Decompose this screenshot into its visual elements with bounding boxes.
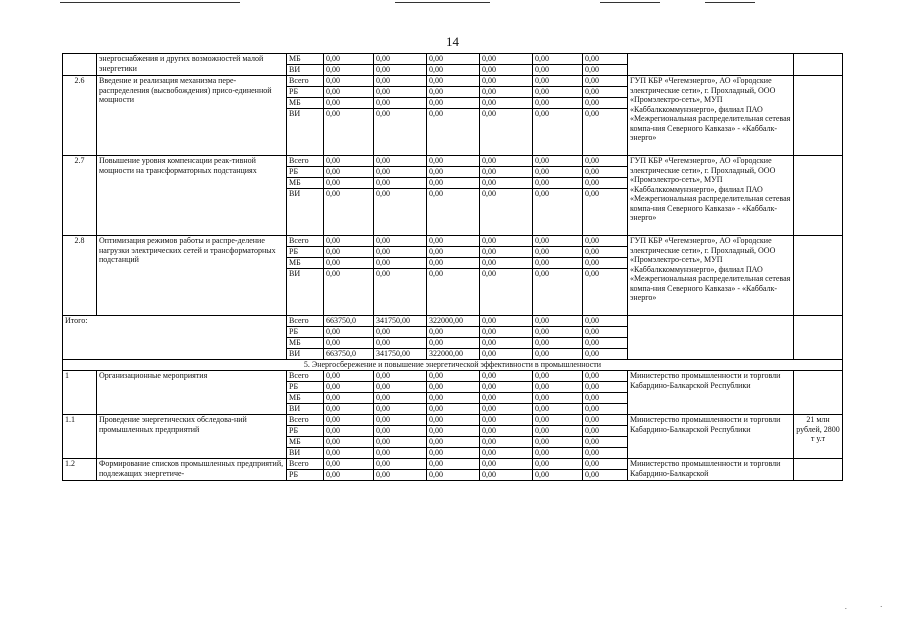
value-cell: 0,00	[324, 459, 374, 470]
table-body	[63, 54, 843, 481]
value-cell: 0,00	[480, 109, 533, 156]
value-cell: 0,00	[324, 98, 374, 109]
value-cell: 0,00	[583, 426, 628, 437]
source-cell: Всего	[287, 236, 324, 247]
value-cell: 0,00	[533, 415, 583, 426]
source-cell: ВИ	[287, 448, 324, 459]
value-cell: 0,00	[583, 189, 628, 236]
value-cell: 0,00	[374, 167, 427, 178]
value-cell: 0,00	[324, 189, 374, 236]
value-cell: 0,00	[533, 327, 583, 338]
value-cell: 0,00	[533, 269, 583, 316]
value-cell: 0,00	[480, 236, 533, 247]
source-cell: РБ	[287, 470, 324, 481]
value-cell: 0,00	[427, 459, 480, 470]
value-cell: 0,00	[324, 426, 374, 437]
value-cell: 0,00	[427, 393, 480, 404]
value-cell: 0,00	[533, 247, 583, 258]
value-cell: 0,00	[427, 98, 480, 109]
item-name: энергоснабжения и других возможностей малой энергетики	[97, 54, 287, 76]
value-cell: 0,00	[374, 156, 427, 167]
source-cell: Всего	[287, 371, 324, 382]
table-row	[63, 54, 843, 65]
totals-label: Итого:	[63, 316, 287, 360]
executor-cell: ГУП КБР «Чегемэнерго», АО «Городские электрические сети», г. Прохладный, ООО «Промэлектро-сеть», МУП «Каббалккоммунэнерго», филиал ПАО «Межрегиональная распределительная сетевая компа-ния Северного Кавказа» - «Каббалк-энерго»	[628, 76, 794, 156]
source-cell: МБ	[287, 393, 324, 404]
indicator-cell	[794, 156, 843, 236]
value-cell: 0,00	[533, 316, 583, 327]
value-cell: 0,00	[324, 470, 374, 481]
value-cell: 0,00	[480, 269, 533, 316]
value-cell: 0,00	[533, 426, 583, 437]
value-cell: 0,00	[427, 382, 480, 393]
value-cell: 0,00	[480, 448, 533, 459]
value-cell: 0,00	[374, 236, 427, 247]
executor-cell: ГУП КБР «Чегемэнерго», АО «Городские электрические сети», г. Прохладный, ООО «Промэлектро-сеть», МУП «Каббалккоммунэнерго», филиал ПАО «Межрегиональная распределительная сетевая компа-ния Северного Кавказа» - «Каббалк-энерго»	[628, 156, 794, 236]
value-cell: 0,00	[374, 426, 427, 437]
indicator-cell	[794, 54, 843, 76]
value-cell: 0,00	[324, 404, 374, 415]
value-cell: 0,00	[324, 76, 374, 87]
indicator-cell	[794, 316, 843, 360]
value-cell: 0,00	[533, 349, 583, 360]
value-cell: 0,00	[583, 382, 628, 393]
value-cell: 0,00	[533, 404, 583, 415]
value-cell: 0,00	[583, 437, 628, 448]
executor-cell: Министерство промышленности и торговли Кабардино-Балкарской Республики	[628, 371, 794, 415]
value-cell: 0,00	[427, 178, 480, 189]
value-cell: 0,00	[480, 426, 533, 437]
value-cell: 0,00	[583, 236, 628, 247]
value-cell: 0,00	[427, 109, 480, 156]
value-cell: 0,00	[374, 258, 427, 269]
section-title: 5. Энергосбережение и повышение энергетической эффективности в промышленности	[63, 360, 843, 371]
value-cell: 0,00	[374, 65, 427, 76]
source-cell: Всего	[287, 415, 324, 426]
value-cell: 0,00	[374, 269, 427, 316]
executor-cell	[628, 316, 794, 360]
value-cell: 0,00	[480, 404, 533, 415]
value-cell: 0,00	[480, 437, 533, 448]
value-cell: 0,00	[533, 167, 583, 178]
source-cell: РБ	[287, 382, 324, 393]
value-cell: 0,00	[480, 316, 533, 327]
value-cell: 0,00	[374, 448, 427, 459]
value-cell: 0,00	[374, 371, 427, 382]
value-cell: 0,00	[427, 426, 480, 437]
value-cell: 0,00	[583, 459, 628, 470]
value-cell: 0,00	[427, 415, 480, 426]
value-cell: 0,00	[533, 156, 583, 167]
value-cell: 0,00	[374, 393, 427, 404]
value-cell: 0,00	[480, 371, 533, 382]
corner-mark: ·	[880, 603, 883, 611]
header-rule	[395, 2, 490, 3]
value-cell: 322000,00	[427, 349, 480, 360]
value-cell: 0,00	[324, 338, 374, 349]
value-cell: 0,00	[427, 470, 480, 481]
value-cell: 0,00	[324, 65, 374, 76]
table-row	[63, 76, 843, 87]
value-cell: 0,00	[480, 470, 533, 481]
item-number: 1	[63, 371, 97, 415]
value-cell: 0,00	[374, 437, 427, 448]
value-cell: 0,00	[583, 327, 628, 338]
value-cell: 0,00	[480, 76, 533, 87]
executor-cell: ГУП КБР «Чегемэнерго», АО «Городские электрические сети», г. Прохладный, ООО «Промэлектро-сеть», МУП «Каббалккоммунэнерго», филиал ПАО «Межрегиональная распределительная сетевая компа-ния Северного Кавказа» - «Каббалк-энерго»	[628, 236, 794, 316]
value-cell: 0,00	[324, 393, 374, 404]
value-cell: 0,00	[374, 54, 427, 65]
value-cell: 0,00	[583, 178, 628, 189]
value-cell: 341750,00	[374, 349, 427, 360]
value-cell: 0,00	[583, 247, 628, 258]
value-cell: 0,00	[324, 167, 374, 178]
value-cell: 0,00	[583, 156, 628, 167]
value-cell: 0,00	[324, 258, 374, 269]
value-cell: 322000,00	[427, 316, 480, 327]
value-cell: 0,00	[374, 404, 427, 415]
value-cell: 0,00	[324, 109, 374, 156]
value-cell: 0,00	[324, 178, 374, 189]
value-cell: 0,00	[533, 371, 583, 382]
item-name: Введение и реализация механизма пере-распределения (высвобождения) присо-единенной мощности	[97, 76, 287, 156]
source-cell: МБ	[287, 437, 324, 448]
value-cell: 0,00	[583, 415, 628, 426]
value-cell: 0,00	[374, 109, 427, 156]
value-cell: 0,00	[374, 459, 427, 470]
page-number: 14	[446, 34, 459, 49]
table-row	[63, 459, 843, 470]
value-cell: 0,00	[583, 258, 628, 269]
value-cell: 0,00	[583, 371, 628, 382]
value-cell: 0,00	[480, 258, 533, 269]
value-cell: 0,00	[427, 327, 480, 338]
value-cell: 663750,0	[324, 349, 374, 360]
source-cell: ВИ	[287, 189, 324, 236]
source-cell: РБ	[287, 87, 324, 98]
value-cell: 0,00	[427, 54, 480, 65]
value-cell: 0,00	[480, 393, 533, 404]
value-cell: 0,00	[427, 338, 480, 349]
value-cell: 0,00	[374, 76, 427, 87]
value-cell: 0,00	[583, 316, 628, 327]
value-cell: 341750,00	[374, 316, 427, 327]
item-name: Организационные мероприятия	[97, 371, 287, 415]
value-cell: 0,00	[583, 54, 628, 65]
value-cell: 0,00	[427, 404, 480, 415]
value-cell: 0,00	[480, 247, 533, 258]
value-cell: 0,00	[533, 393, 583, 404]
source-cell: МБ	[287, 178, 324, 189]
value-cell: 0,00	[374, 178, 427, 189]
source-cell: ВИ	[287, 269, 324, 316]
value-cell: 0,00	[427, 371, 480, 382]
value-cell: 0,00	[427, 247, 480, 258]
value-cell: 0,00	[533, 76, 583, 87]
indicator-cell: 21 млн рублей, 2800 т у.т	[794, 415, 843, 459]
value-cell: 0,00	[324, 269, 374, 316]
source-cell: МБ	[287, 338, 324, 349]
value-cell: 0,00	[583, 448, 628, 459]
value-cell: 0,00	[324, 437, 374, 448]
value-cell: 0,00	[583, 87, 628, 98]
value-cell: 0,00	[324, 415, 374, 426]
budget-table	[62, 53, 843, 481]
source-cell: РБ	[287, 247, 324, 258]
value-cell: 0,00	[324, 382, 374, 393]
value-cell: 0,00	[533, 98, 583, 109]
executor-cell	[628, 54, 794, 76]
table-row	[63, 371, 843, 382]
item-name: Оптимизация режимов работы и распре-деление нагрузки электрических сетей и трансформаторных подстанций	[97, 236, 287, 316]
value-cell: 0,00	[427, 76, 480, 87]
indicator-cell	[794, 76, 843, 156]
value-cell: 0,00	[533, 470, 583, 481]
source-cell: ВИ	[287, 109, 324, 156]
executor-cell: Министерство промышленности и торговли Кабардино-Балкарской	[628, 459, 794, 481]
value-cell: 0,00	[374, 415, 427, 426]
value-cell: 0,00	[427, 65, 480, 76]
value-cell: 0,00	[583, 98, 628, 109]
source-cell: РБ	[287, 327, 324, 338]
value-cell: 0,00	[533, 448, 583, 459]
value-cell: 0,00	[583, 167, 628, 178]
item-number: 2.6	[63, 76, 97, 156]
value-cell: 0,00	[583, 404, 628, 415]
value-cell: 0,00	[374, 382, 427, 393]
value-cell: 0,00	[533, 338, 583, 349]
value-cell: 0,00	[374, 87, 427, 98]
value-cell: 0,00	[374, 470, 427, 481]
value-cell: 0,00	[324, 448, 374, 459]
value-cell: 0,00	[480, 349, 533, 360]
value-cell: 0,00	[533, 65, 583, 76]
value-cell: 0,00	[324, 54, 374, 65]
value-cell: 0,00	[480, 156, 533, 167]
value-cell: 0,00	[583, 470, 628, 481]
value-cell: 0,00	[583, 393, 628, 404]
value-cell: 0,00	[374, 98, 427, 109]
value-cell: 0,00	[533, 258, 583, 269]
value-cell: 0,00	[480, 415, 533, 426]
table-row	[63, 236, 843, 247]
value-cell: 0,00	[480, 338, 533, 349]
value-cell: 0,00	[427, 167, 480, 178]
source-cell: МБ	[287, 98, 324, 109]
header-rule	[705, 2, 755, 3]
source-cell: Всего	[287, 459, 324, 470]
item-name: Формирование списков промышленных предприятий, подлежащих энергетиче-	[97, 459, 287, 481]
table-row	[63, 156, 843, 167]
source-cell: ВИ	[287, 65, 324, 76]
value-cell: 0,00	[480, 178, 533, 189]
source-cell: Всего	[287, 76, 324, 87]
source-cell: РБ	[287, 426, 324, 437]
value-cell: 0,00	[427, 87, 480, 98]
section-header-row	[63, 360, 843, 371]
value-cell: 0,00	[533, 178, 583, 189]
value-cell: 0,00	[427, 448, 480, 459]
table-row	[63, 316, 843, 327]
item-number: 2.8	[63, 236, 97, 316]
value-cell: 0,00	[480, 98, 533, 109]
value-cell: 0,00	[583, 76, 628, 87]
value-cell: 0,00	[533, 87, 583, 98]
value-cell: 0,00	[324, 156, 374, 167]
value-cell: 0,00	[533, 54, 583, 65]
value-cell: 0,00	[374, 247, 427, 258]
value-cell: 0,00	[533, 382, 583, 393]
item-number: 1.2	[63, 459, 97, 481]
table-row	[63, 415, 843, 426]
value-cell: 0,00	[427, 437, 480, 448]
value-cell: 0,00	[533, 437, 583, 448]
header-rule	[60, 2, 240, 3]
item-number	[63, 54, 97, 76]
indicator-cell	[794, 236, 843, 316]
value-cell: 0,00	[324, 247, 374, 258]
value-cell: 0,00	[374, 327, 427, 338]
value-cell: 0,00	[480, 327, 533, 338]
value-cell: 0,00	[533, 109, 583, 156]
value-cell: 0,00	[374, 189, 427, 236]
source-cell: МБ	[287, 258, 324, 269]
source-cell: МБ	[287, 54, 324, 65]
value-cell: 0,00	[480, 382, 533, 393]
value-cell: 0,00	[324, 327, 374, 338]
value-cell: 0,00	[480, 459, 533, 470]
value-cell: 0,00	[533, 459, 583, 470]
value-cell: 0,00	[480, 65, 533, 76]
source-cell: ВИ	[287, 404, 324, 415]
value-cell: 0,00	[374, 338, 427, 349]
value-cell: 0,00	[427, 236, 480, 247]
executor-cell: Министерство промышленности и торговли Кабардино-Балкарской Республики	[628, 415, 794, 459]
value-cell: 0,00	[324, 371, 374, 382]
item-number: 1.1	[63, 415, 97, 459]
value-cell: 0,00	[533, 189, 583, 236]
value-cell: 0,00	[480, 189, 533, 236]
value-cell: 0,00	[583, 109, 628, 156]
value-cell: 0,00	[427, 269, 480, 316]
corner-mark: .	[845, 603, 847, 611]
header-rule	[600, 2, 660, 3]
indicator-cell	[794, 371, 843, 415]
source-cell: Всего	[287, 156, 324, 167]
value-cell: 0,00	[583, 338, 628, 349]
item-name: Повышение уровня компенсации реак-тивной мощности на трансформаторных подстанциях	[97, 156, 287, 236]
value-cell: 0,00	[583, 65, 628, 76]
value-cell: 0,00	[583, 269, 628, 316]
value-cell: 0,00	[324, 87, 374, 98]
value-cell: 0,00	[427, 156, 480, 167]
value-cell: 663750,0	[324, 316, 374, 327]
value-cell: 0,00	[480, 54, 533, 65]
value-cell: 0,00	[324, 236, 374, 247]
source-cell: ВИ	[287, 349, 324, 360]
value-cell: 0,00	[480, 167, 533, 178]
item-number: 2.7	[63, 156, 97, 236]
value-cell: 0,00	[480, 87, 533, 98]
value-cell: 0,00	[583, 349, 628, 360]
item-name: Проведение энергетических обследова-ний промышленных предприятий	[97, 415, 287, 459]
value-cell: 0,00	[427, 189, 480, 236]
indicator-cell	[794, 459, 843, 481]
source-cell: Всего	[287, 316, 324, 327]
source-cell: РБ	[287, 167, 324, 178]
value-cell: 0,00	[427, 258, 480, 269]
value-cell: 0,00	[533, 236, 583, 247]
